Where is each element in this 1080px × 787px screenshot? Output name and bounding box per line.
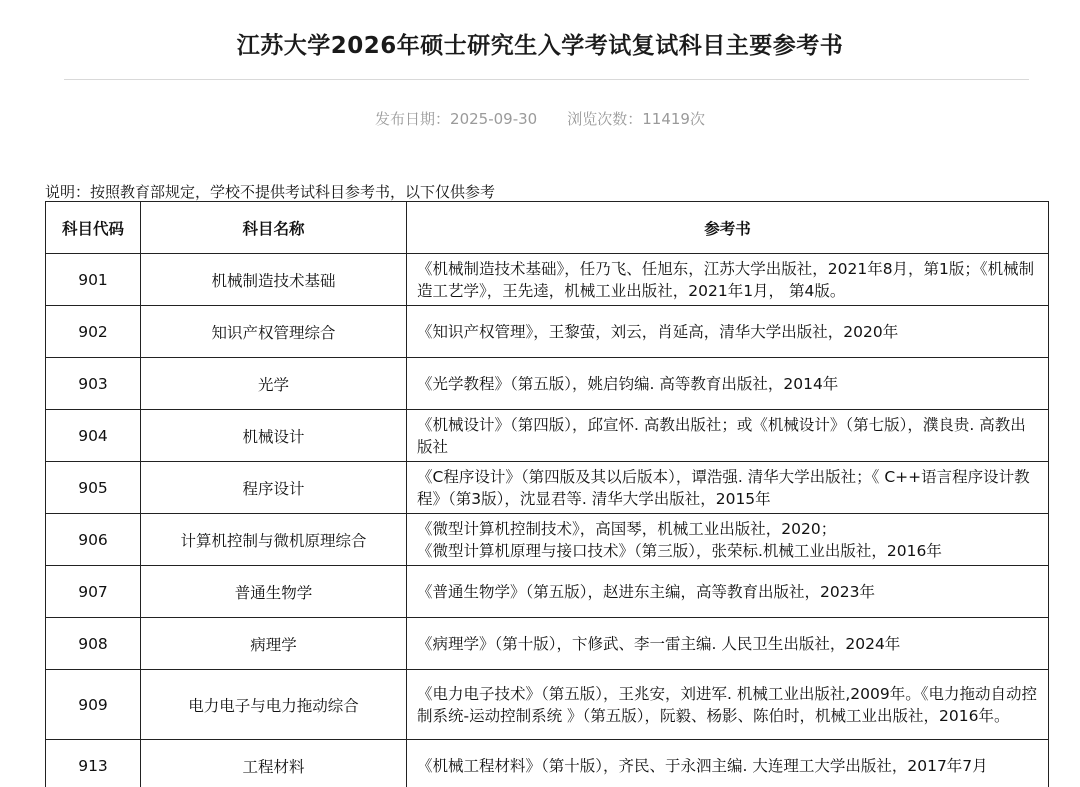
reference-book-table [45, 201, 1049, 787]
reference-book: 《普通生物学》（第五版），赵进东主编，高等教育出版社，2023年 [407, 566, 1049, 618]
subject-name: 普通生物学 [141, 566, 407, 618]
table-row [46, 618, 1049, 670]
subject-code: 902 [46, 306, 141, 358]
subject-name: 知识产权管理综合 [141, 306, 407, 358]
subject-name: 工程材料 [141, 740, 407, 787]
subject-name: 计算机控制与微机原理综合 [141, 514, 407, 566]
subject-code: 904 [46, 410, 141, 462]
table-row [46, 566, 1049, 618]
table-row [46, 462, 1049, 514]
subject-name: 病理学 [141, 618, 407, 670]
subject-name: 机械制造技术基础 [141, 254, 407, 306]
subject-name: 程序设计 [141, 462, 407, 514]
subject-code: 909 [46, 670, 141, 740]
subject-code: 906 [46, 514, 141, 566]
reference-book: 《电力电子技术》（第五版），王兆安，刘进军. 机械工业出版社,2009年。《电力拖动自动控制系统-运动控制系统 》（第五版），阮毅、杨影、陈伯时，机械工业出版社，2016年。 [407, 670, 1049, 740]
publish-date: 发布日期：2025-09-30 [375, 110, 538, 128]
subject-name: 机械设计 [141, 410, 407, 462]
table-row [46, 740, 1049, 787]
subject-code: 901 [46, 254, 141, 306]
header-subject-name: 科目名称 [141, 202, 407, 254]
subject-name: 电力电子与电力拖动综合 [141, 670, 407, 740]
reference-book: 《光学教程》（第五版），姚启钧编. 高等教育出版社，2014年 [407, 358, 1049, 410]
table-row [46, 670, 1049, 740]
subject-name: 光学 [141, 358, 407, 410]
reference-book: 《微型计算机控制技术》，高国琴，机械工业出版社，2020； 《微型计算机原理与接口技术》（第三版），张荣标.机械工业出版社，2016年 [407, 514, 1049, 566]
table-row [46, 306, 1049, 358]
reference-book: 《知识产权管理》，王黎萤，刘云，肖延高，清华大学出版社，2020年 [407, 306, 1049, 358]
view-count: 浏览次数：11419次 [567, 110, 705, 128]
subject-code: 913 [46, 740, 141, 787]
subject-code: 903 [46, 358, 141, 410]
table-row [46, 254, 1049, 306]
reference-book: 《机械工程材料》（第十版），齐民、于永泗主编. 大连理工大学出版社，2017年7月 [407, 740, 1049, 787]
table-header-row [46, 202, 1049, 254]
reference-book: 《机械设计》（第四版），邱宣怀. 高教出版社；或《机械设计》（第七版），濮良贵. 高教出版社 [407, 410, 1049, 462]
header-reference-book: 参考书 [407, 202, 1049, 254]
table-row [46, 514, 1049, 566]
table-row [46, 410, 1049, 462]
disclaimer-note: 说明：按照教育部规定，学校不提供考试科目参考书，以下仅供参考 [45, 183, 496, 201]
subject-code: 908 [46, 618, 141, 670]
header-subject-code: 科目代码 [46, 202, 141, 254]
subject-code: 905 [46, 462, 141, 514]
reference-book: 《病理学》（第十版），卞修武、李一雷主编. 人民卫生出版社，2024年 [407, 618, 1049, 670]
page-title: 江苏大学2026年硕士研究生入学考试复试科目主要参考书 [236, 33, 844, 59]
reference-book: 《C程序设计》（第四版及其以后版本），谭浩强. 清华大学出版社；《 C++语言程序设计教程》（第3版），沈显君等. 清华大学出版社，2015年 [407, 462, 1049, 514]
reference-book: 《机械制造技术基础》，任乃飞、任旭东，江苏大学出版社，2021年8月，第1版；《机械制造工艺学》，王先逵，机械工业出版社，2021年1月， 第4版。 [407, 254, 1049, 306]
article-meta [0, 108, 1080, 129]
subject-code: 907 [46, 566, 141, 618]
table-row [46, 358, 1049, 410]
title-divider [64, 79, 1029, 80]
